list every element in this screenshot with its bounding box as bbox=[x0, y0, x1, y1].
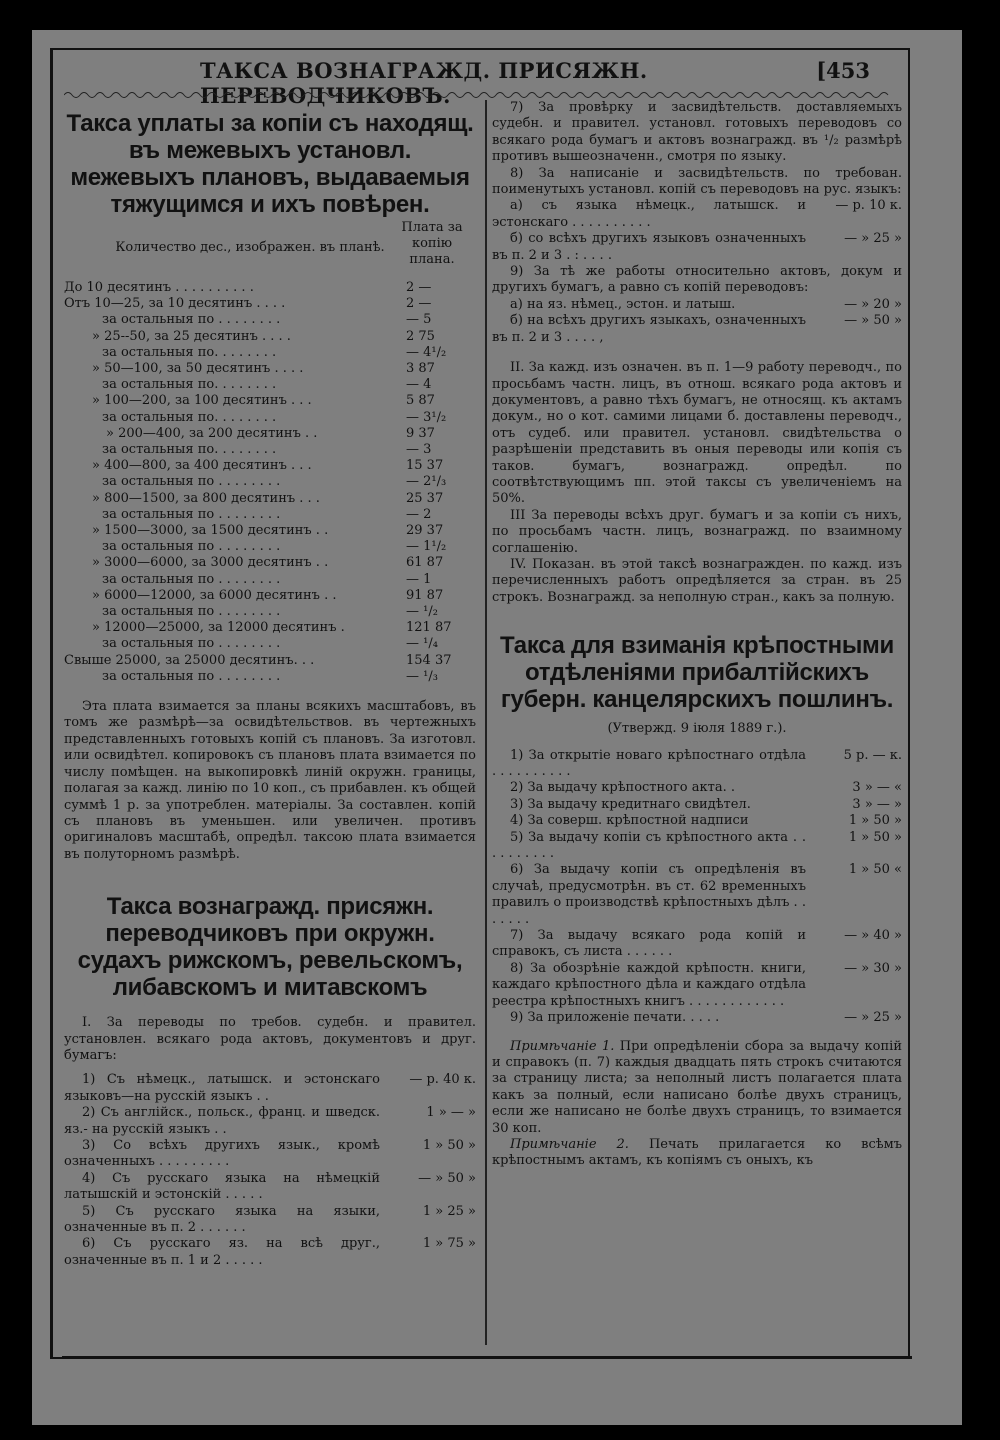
row-label: за остальныя по . . . . . . . . bbox=[102, 539, 281, 555]
table-row bbox=[64, 507, 476, 523]
row-value: — ¹/₃ bbox=[406, 668, 438, 684]
item-value: — » 30 » bbox=[844, 960, 902, 976]
heading-translator-fees: Такса вознагражд. присяжн. переводчиковъ при окружн. судахъ рижскомъ, ревельскомъ, либавскомъ и митавскомъ bbox=[77, 893, 463, 1002]
row-value: — 4 bbox=[406, 377, 432, 393]
list-item bbox=[492, 313, 902, 346]
item-text: 6) Съ русскаго яз. на всѣ друг., означенные въ п. 1 и 2 . . . . . bbox=[64, 1236, 380, 1268]
table-header-fee: Плата за копію плана. bbox=[401, 220, 463, 267]
row-value: 154 37 bbox=[406, 652, 452, 668]
list-item bbox=[492, 198, 902, 231]
heading-registry-fees: Такса для взиманія крѣпостными отдѣленіями прибалтійскихъ губерн. канцелярскихъ пошлинъ. bbox=[500, 632, 894, 714]
row-label: за остальныя по . . . . . . . . bbox=[102, 604, 281, 620]
registry-fee-list bbox=[492, 748, 902, 1027]
row-value: 2 — bbox=[406, 296, 432, 312]
item-value: 3 » — » bbox=[852, 796, 902, 812]
item-text: 8) За обозрѣніе каждой крѣпостн. книги, каждаго крѣпостного дѣла и каждаго отдѣла реестра крѣпостныхъ книгъ . . . . . . . . . . . . bbox=[492, 960, 806, 1009]
list-item bbox=[492, 231, 902, 264]
table-row bbox=[64, 393, 476, 409]
item-value: 1 » 50 » bbox=[848, 813, 902, 829]
table-row bbox=[64, 491, 476, 507]
row-label: за остальныя по . . . . . . . . bbox=[102, 571, 281, 587]
list-item bbox=[492, 1010, 902, 1026]
row-value: 9 37 bbox=[406, 425, 435, 441]
table-row bbox=[64, 604, 476, 620]
translation-items bbox=[64, 1072, 476, 1269]
plan-fee-note: Эта плата взимается за планы всякихъ масштабовъ, въ томъ же размѣрѣ—за освидѣтельствов. въ чертежныхъ представленныхъ готовыхъ копій съ плановъ. За изготовл. или освидѣтел. копировокъ съ плановъ плата взимается по числу помѣщен. на выкопировкѣ линій окружн. границы, полагая за кажд. линію по 10 коп., съ прибавлен. къ общей суммѣ 1 р. за употреблен. матеріалы. За составлен. копій съ плановъ въ уменьшен. или увеличен. противъ оригиналовъ масштабѣ, опредѣл. таксою плата взимается въ полуторномъ размѣрѣ. bbox=[64, 699, 476, 862]
table-row bbox=[64, 539, 476, 555]
row-label: » 1500—3000, за 1500 десятинъ . . bbox=[92, 523, 329, 539]
note-one-label: Примѣчаніе 1. bbox=[510, 1038, 615, 1054]
table-row bbox=[64, 588, 476, 604]
row-value: — 1¹/₂ bbox=[406, 539, 447, 555]
item-text: б) на всѣхъ другихъ языкахъ, означенныхъ въ п. 2 и 3 . . . . , bbox=[492, 313, 806, 345]
list-item bbox=[492, 100, 902, 166]
item-text: 9) За тѣ же работы относительно актовъ, докум и другихъ бумагъ, а равно съ копій переводовъ: bbox=[492, 264, 902, 296]
table-row bbox=[64, 280, 476, 296]
list-item bbox=[492, 928, 902, 961]
list-item bbox=[492, 862, 902, 928]
table-row bbox=[64, 312, 476, 328]
table-row bbox=[64, 620, 476, 636]
row-label: за остальныя по . . . . . . . . bbox=[102, 506, 281, 522]
row-value: 29 37 bbox=[406, 523, 444, 539]
item-value: 3 » — « bbox=[852, 780, 902, 796]
approval-date: (Утвержд. 9 іюля 1889 г.). bbox=[607, 721, 787, 737]
row-value: 15 37 bbox=[406, 458, 444, 474]
row-label: за остальныя по. . . . . . . . bbox=[102, 442, 277, 458]
list-item bbox=[64, 1171, 476, 1204]
item-text: 5) За выдачу копіи съ крѣпостного акта . . . . . . . . . . bbox=[492, 829, 806, 862]
table-row bbox=[64, 653, 476, 669]
item-text: 4) Съ русскаго языка на нѣмецкій латышскій и эстонскій . . . . . bbox=[64, 1170, 380, 1203]
note-two-label: Примѣчаніе 2. bbox=[510, 1136, 629, 1152]
row-label: за остальныя по. . . . . . . . bbox=[102, 344, 277, 360]
row-value: 121 87 bbox=[406, 620, 452, 636]
item-value: 5 р. — к. bbox=[843, 747, 902, 763]
row-label: » 12000—25000, за 12000 десятинъ . bbox=[92, 620, 345, 636]
table-row bbox=[64, 442, 476, 458]
table-row bbox=[64, 361, 476, 377]
table-row bbox=[64, 523, 476, 539]
table-row bbox=[64, 329, 476, 345]
row-label: » 800—1500, за 800 десятинъ . . . bbox=[92, 490, 320, 506]
table-header-quantity: Количество дес., изображен. въ планѣ. bbox=[115, 240, 385, 255]
list-item bbox=[492, 780, 902, 796]
row-label: » 100—200, за 100 десятинъ . . . bbox=[92, 393, 312, 409]
item-text: б) со всѣхъ другихъ языковъ означенныхъ въ п. 2 и 3 . : . . . . bbox=[492, 231, 806, 263]
row-label: за остальныя по. . . . . . . . bbox=[102, 377, 277, 393]
row-value: 25 37 bbox=[406, 490, 444, 506]
list-item bbox=[64, 1236, 476, 1269]
item-value: — » 20 » bbox=[844, 296, 902, 312]
row-value: 3 87 bbox=[406, 361, 435, 377]
item-text: 6) За выдачу копіи съ опредѣленія въ случаѣ, предусмотрѣн. въ ст. 62 временныхъ правилъ о производствѣ крѣпостныхъ дѣлъ . . . . . . . bbox=[492, 862, 806, 927]
row-value: — 3¹/₂ bbox=[406, 409, 447, 425]
list-item bbox=[492, 797, 902, 813]
item-text: 7) За провѣрку и засвидѣтельств. доставляемыхъ судебн. и правител. установл. готовыхъ переводовъ со всякаго рода бумагъ и актовъ вознагражд. въ ¹/₂ размѣрѣ противъ вышеозначенн., смотря по языку. bbox=[492, 100, 902, 165]
row-label: » 3000—6000, за 3000 десятинъ . . bbox=[92, 555, 329, 571]
section-three: III За переводы всѣхъ друг. бумагъ и за копіи съ нихъ, по просьбамъ частн. лицъ, вознагражд. по взаимному соглашенію. bbox=[492, 507, 902, 556]
item-text: 5) Съ русскаго языка на языки, означенные въ п. 2 . . . . . . bbox=[64, 1203, 380, 1236]
note-one bbox=[492, 1039, 902, 1137]
item-text: 9) За приложеніе печати. . . . . bbox=[510, 1010, 720, 1026]
list-item bbox=[492, 264, 902, 297]
list-item bbox=[64, 1204, 476, 1237]
fee-table bbox=[64, 280, 476, 685]
item-value: 1 » 50 « bbox=[848, 862, 902, 878]
table-row bbox=[64, 377, 476, 393]
item-value: 1 » — » bbox=[426, 1105, 476, 1121]
item-text: 1) Съ нѣмецк., латышск. и эстонскаго языковъ—на русскій языкъ . . bbox=[64, 1072, 380, 1104]
row-label: » 400—800, за 400 десятинъ . . . bbox=[92, 458, 312, 474]
row-label: » 200—400, за 200 десятинъ . . bbox=[106, 425, 318, 441]
table-row bbox=[64, 410, 476, 426]
translation-items-continued bbox=[492, 100, 902, 346]
table-row bbox=[64, 572, 476, 588]
row-value: — ¹/₂ bbox=[406, 604, 438, 620]
item-value: 1 » 50 » bbox=[422, 1137, 476, 1153]
section-four: IV. Показан. въ этой таксѣ вознагражден. по кажд. изъ перечисленныхъ работъ опредѣляется за стран. въ 25 строкъ. Вознагражд. за неполную стран., какъ за полную. bbox=[492, 556, 902, 605]
table-row bbox=[64, 669, 476, 685]
note-one-text: При опредѣленіи сбора за выдачу копій и справокъ (п. 7) каждыя двадцать пять строкъ считаются за страницу листа; за неполный листъ полагается плата какъ за полный, если написано болѣе двухъ страницъ, если же написано не болѣе двухъ страницъ, то взимается 30 коп. bbox=[492, 1038, 902, 1136]
row-label: » 6000—12000, за 6000 десятинъ . . bbox=[92, 587, 337, 603]
left-column bbox=[64, 110, 476, 1269]
row-value: 5 87 bbox=[406, 393, 435, 409]
bottom-rule bbox=[62, 1356, 912, 1359]
list-item bbox=[64, 1105, 476, 1138]
row-value: — ¹/₄ bbox=[406, 636, 438, 652]
row-label: за остальныя по . . . . . . . . bbox=[102, 312, 281, 328]
list-item bbox=[64, 1138, 476, 1171]
row-value: — 4¹/₂ bbox=[406, 344, 447, 360]
row-label: » 50—100, за 50 десятинъ . . . . bbox=[92, 361, 304, 377]
row-label: Отъ 10—25, за 10 десятинъ . . . . bbox=[64, 296, 286, 312]
item-text: а) на яз. нѣмец., эстон. и латыш. bbox=[510, 296, 736, 312]
row-value: — 5 bbox=[406, 312, 432, 328]
row-value: 2 75 bbox=[406, 328, 435, 344]
row-label: До 10 десятинъ . . . . . . . . . . bbox=[64, 280, 254, 295]
item-value: — р. 40 к. bbox=[409, 1072, 476, 1088]
row-label: » 25--50, за 25 десятинъ . . . . bbox=[92, 328, 291, 344]
row-value: 61 87 bbox=[406, 555, 444, 571]
list-item bbox=[492, 748, 902, 781]
item-value: — р. 10 к. bbox=[835, 198, 902, 214]
row-value: — 2¹/₃ bbox=[406, 474, 447, 490]
right-column bbox=[492, 100, 902, 1170]
row-value: — 2 bbox=[406, 506, 432, 522]
table-row bbox=[64, 474, 476, 490]
list-item bbox=[492, 166, 902, 199]
item-value: — » 50 » bbox=[418, 1170, 476, 1186]
table-row bbox=[64, 296, 476, 312]
row-value: 2 — bbox=[406, 280, 432, 295]
list-item bbox=[492, 961, 902, 1010]
row-label: за остальныя по. . . . . . . . bbox=[102, 409, 277, 425]
row-value: — 3 bbox=[406, 442, 432, 458]
item-text: 7) За выдачу всякаго рода копій и справокъ, съ листа . . . . . . bbox=[492, 928, 806, 960]
item-text: 1) За открытіе новаго крѣпостнаго отдѣла . . . . . . . . . . bbox=[492, 747, 806, 779]
list-item bbox=[64, 1072, 476, 1105]
list-item bbox=[492, 297, 902, 313]
running-title: ТАКСА ВОЗНАГРАЖД. ПРИСЯЖН. ПЕРЕВОДЧИКОВЪ. bbox=[200, 58, 648, 108]
item-value: — » 25 » bbox=[844, 231, 902, 247]
row-label: за остальныя по . . . . . . . . bbox=[102, 668, 281, 684]
column-divider bbox=[485, 100, 487, 1345]
row-value: — 1 bbox=[406, 571, 432, 587]
item-value: 1 » 75 » bbox=[422, 1236, 476, 1252]
list-item bbox=[492, 830, 902, 863]
table-header bbox=[64, 220, 476, 276]
heading-copy-fees: Такса уплаты за копіи съ находящ. въ межевыхъ установл. межевыхъ плановъ, выдаваемыя тяжущимся и ихъ повѣрен. bbox=[66, 110, 474, 218]
item-text: а) съ языка нѣмецк., латышск. и эстонскаго . . . . . . . . . . bbox=[492, 198, 806, 230]
page-number: [453 bbox=[816, 58, 870, 83]
section-two: II. За кажд. изъ означен. въ п. 1—9 работу переводч., по просьбамъ частн. лицъ, въ отнош. всякаго рода актовъ и документовъ, а равно тѣхъ бумагъ, не относящ. къ актамъ докум., но о кот. самими лицами б. доставлены переводч., отъ судеб. или правител. установл. свидѣтельства о разрѣшеніи представить въ оныя переводы или копія съ таков. бумагъ, вознагражд. опредѣл. по соотвѣтствующимъ пп. этой таксы съ увеличеніемъ на 50%. bbox=[492, 360, 902, 507]
row-label: Свыше 25000, за 25000 десятинъ. . . bbox=[64, 652, 315, 668]
table-row bbox=[64, 458, 476, 474]
item-value: — » 40 » bbox=[844, 928, 902, 944]
list-item bbox=[492, 813, 902, 829]
item-text: 2) За выдачу крѣпостного акта. . bbox=[510, 780, 735, 796]
table-row bbox=[64, 345, 476, 361]
item-text: 4) За соверш. крѣпостной надписи bbox=[510, 813, 749, 829]
item-text: 8) За написаніе и засвидѣтельств. по требован. поименутыхъ установл. копій съ переводовъ на рус. языкъ: bbox=[492, 165, 902, 198]
item-value: 1 » 50 » bbox=[848, 829, 902, 845]
item-value: — » 25 » bbox=[844, 1010, 902, 1026]
wavy-rule bbox=[64, 90, 890, 100]
row-label: за остальныя по . . . . . . . . bbox=[102, 636, 281, 652]
table-row bbox=[64, 555, 476, 571]
item-value: 1 » 25 » bbox=[422, 1203, 476, 1219]
note-two-text: Печать прилагается ко всѣмъ крѣпостнымъ актамъ, къ копіямъ съ оныхъ, къ bbox=[492, 1136, 902, 1169]
table-row bbox=[64, 636, 476, 652]
item-text: 3) Со всѣхъ другихъ язык., кромѣ означенныхъ . . . . . . . . . bbox=[64, 1137, 380, 1170]
row-value: 91 87 bbox=[406, 587, 444, 603]
table-row bbox=[64, 426, 476, 442]
item-text: 2) Съ англійск., польск., франц. и шведск. яз.- на русскій языкъ . . bbox=[64, 1105, 380, 1137]
item-text: 3) За выдачу кредитнаго свидѣтел. bbox=[510, 796, 751, 812]
note-two bbox=[492, 1137, 902, 1170]
row-label: за остальныя по . . . . . . . . bbox=[102, 474, 281, 490]
item-value: — » 50 » bbox=[844, 313, 902, 329]
section-one: I. За переводы по требов. судебн. и правител. установлен. всякаго рода актовъ, документовъ и друг. бумагъ: bbox=[64, 1015, 476, 1063]
